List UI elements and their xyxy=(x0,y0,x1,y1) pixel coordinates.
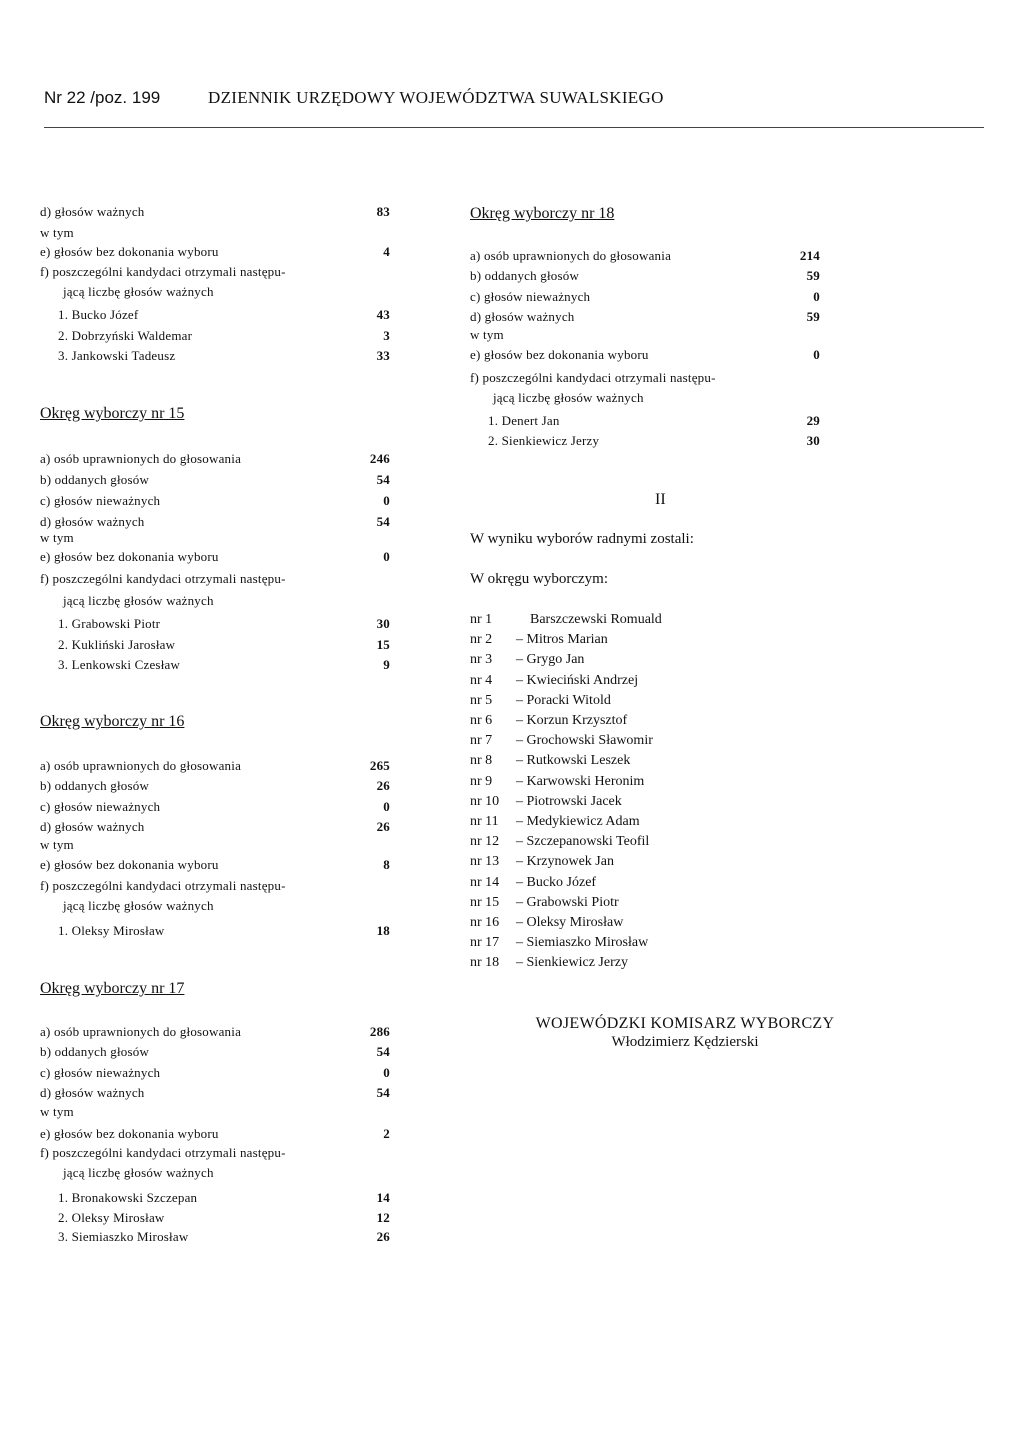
f-text: f) poszczególni kandydaci otrzymali następu- xyxy=(40,264,286,279)
journal-title: DZIENNIK URZĘDOWY WOJEWÓDZTWA SUWALSKIEGO xyxy=(208,88,664,107)
w-tym-label xyxy=(40,225,74,245)
candidate-name: 3. Jankowski Tadeusz xyxy=(58,348,176,363)
councillor-name: – Medykiewicz Adam xyxy=(516,814,640,829)
district-number: nr 4 xyxy=(470,672,493,688)
stat-row xyxy=(40,1126,390,1146)
district-number: nr 11 xyxy=(470,814,499,829)
candidate-name: 1. Oleksy Mirosław xyxy=(58,923,165,938)
stat-value: 26 xyxy=(376,819,390,834)
stat-row xyxy=(40,778,390,798)
candidate-name: 1. Grabowski Piotr xyxy=(58,616,161,631)
f-line-1 xyxy=(40,571,286,591)
f-line-2 xyxy=(63,1165,214,1185)
signature-title: WOJEWÓDZKI KOMISARZ WYBORCZY xyxy=(535,1015,835,1032)
candidate-name: 1. Bucko Józef xyxy=(58,307,139,322)
candidate-votes: 3 xyxy=(383,328,390,343)
district-heading: Okręg wyborczy nr 16 xyxy=(40,713,185,730)
councillor-name: – Oleksy Mirosław xyxy=(516,915,624,930)
stat-label: c) głosów nieważnych xyxy=(40,493,161,508)
w-tym-label xyxy=(470,327,504,347)
stat-value: 286 xyxy=(369,1024,390,1039)
stat-value: 59 xyxy=(806,268,820,283)
stat-value: 0 xyxy=(813,289,820,304)
stat-value: 0 xyxy=(813,347,820,362)
stat-label: b) oddanych głosów xyxy=(40,1044,150,1059)
stat-row xyxy=(40,799,390,819)
candidate-votes: 33 xyxy=(376,348,390,363)
candidate-row xyxy=(58,657,390,677)
councillor-name: – Korzun Krzysztof xyxy=(516,713,628,728)
f-line-2 xyxy=(63,898,214,918)
candidate-row xyxy=(58,1210,390,1230)
district-number: nr 15 xyxy=(470,894,500,910)
stat-value: 2 xyxy=(383,1126,390,1141)
stat-label: a) osób uprawnionych do głosowania xyxy=(40,1024,242,1039)
stat-label: e) głosów bez dokonania wyboru xyxy=(40,1126,219,1141)
district-intro: W okręgu wyborczym: xyxy=(470,571,609,587)
stat-label: c) głosów nieważnych xyxy=(40,799,161,814)
stat-row xyxy=(40,1044,390,1064)
f-text: f) poszczególni kandydaci otrzymali następu- xyxy=(470,370,716,385)
w-tym-text: w tym xyxy=(40,225,74,240)
stat-label: d) głosów ważnych xyxy=(40,204,145,219)
candidate-votes: 29 xyxy=(806,413,820,428)
candidate-row xyxy=(58,923,390,943)
w-tym-text: w tym xyxy=(40,837,74,852)
district-number: nr 2 xyxy=(470,632,493,648)
stat-label: c) głosów nieważnych xyxy=(470,289,591,304)
candidate-votes: 14 xyxy=(376,1190,390,1205)
candidate-votes: 18 xyxy=(376,923,390,938)
candidate-votes: 43 xyxy=(376,307,390,322)
w-tym-label xyxy=(40,837,74,857)
signature-name: Włodzimierz Kędzierski xyxy=(611,1034,759,1050)
f-line-1 xyxy=(40,878,286,898)
stat-row xyxy=(40,1085,390,1105)
district-number: nr 14 xyxy=(470,874,500,890)
w-tym-label xyxy=(40,1104,74,1124)
district-heading: Okręg wyborczy nr 18 xyxy=(470,205,615,222)
f-line-1 xyxy=(40,1145,286,1165)
stat-label: a) osób uprawnionych do głosowania xyxy=(470,248,672,263)
winners-list xyxy=(470,612,770,972)
stat-value: 265 xyxy=(369,758,390,773)
candidate-row xyxy=(58,637,390,657)
councillor-name: – Krzynowek Jan xyxy=(516,854,614,870)
stat-row xyxy=(40,857,390,877)
w-tym-text: w tym xyxy=(40,1104,74,1119)
f-line-2 xyxy=(63,593,214,613)
stat-value: 214 xyxy=(799,248,820,263)
stat-label: d) głosów ważnych xyxy=(40,514,145,529)
candidate-votes: 30 xyxy=(806,433,820,448)
candidate-row xyxy=(58,1190,390,1210)
stat-row xyxy=(470,289,820,309)
w-tym-text: w tym xyxy=(40,530,74,545)
candidate-name: 2. Dobrzyński Waldemar xyxy=(58,328,193,343)
candidate-row xyxy=(58,307,390,327)
councillor-name: – Bucko Józef xyxy=(516,874,597,890)
stat-row xyxy=(470,309,820,329)
left-column xyxy=(40,0,390,1430)
candidate-name: 2. Sienkiewicz Jerzy xyxy=(488,433,600,448)
stat-label: c) głosów nieważnych xyxy=(40,1065,161,1080)
candidate-row xyxy=(58,616,390,636)
stat-row xyxy=(40,758,390,778)
councillor-name: – Karwowski Heronim xyxy=(516,773,645,789)
candidate-name: 1. Denert Jan xyxy=(488,413,560,428)
district-number: nr 16 xyxy=(470,915,500,930)
signature-block xyxy=(495,1015,875,1051)
w-tym-text: w tym xyxy=(470,327,504,342)
candidate-name: 3. Lenkowski Czesław xyxy=(58,657,181,672)
stat-label: a) osób uprawnionych do głosowania xyxy=(40,451,242,466)
stat-value: 54 xyxy=(376,514,390,529)
stat-row xyxy=(470,248,820,268)
councillor-name: – Grabowski Piotr xyxy=(516,894,619,910)
district-number: nr 5 xyxy=(470,692,493,708)
district-number: nr 7 xyxy=(470,733,493,749)
stat-row xyxy=(470,268,820,288)
district-number: nr 9 xyxy=(470,773,493,789)
stat-row xyxy=(40,1024,390,1044)
stat-value: 0 xyxy=(383,493,390,508)
stat-row xyxy=(470,347,820,367)
candidate-row xyxy=(58,328,390,348)
district-number: nr 10 xyxy=(470,793,500,809)
candidate-name: 2. Oleksy Mirosław xyxy=(58,1210,165,1225)
stat-label: e) głosów bez dokonania wyboru xyxy=(470,347,649,362)
stat-value: 54 xyxy=(376,1044,390,1059)
councillor-name: – Sienkiewicz Jerzy xyxy=(516,955,628,971)
stat-value: 4 xyxy=(383,244,390,259)
stat-row xyxy=(40,204,390,224)
councillor-name: Barszczewski Romuald xyxy=(530,612,662,627)
councillor-name: – Kwieciński Andrzej xyxy=(516,672,639,688)
stat-row xyxy=(40,472,390,492)
f-line-1 xyxy=(40,264,286,284)
candidate-row xyxy=(58,1229,390,1249)
stat-label: b) oddanych głosów xyxy=(40,472,150,487)
candidate-name: 1. Bronakowski Szczepan xyxy=(58,1190,198,1205)
stat-value: 26 xyxy=(376,778,390,793)
stat-value: 246 xyxy=(369,451,390,466)
councillor-name: – Grygo Jan xyxy=(516,652,585,668)
stat-value: 0 xyxy=(383,549,390,564)
district-number: nr 12 xyxy=(470,834,500,850)
stat-row xyxy=(40,451,390,471)
stat-value: 0 xyxy=(383,1065,390,1080)
section-numeral: II xyxy=(655,491,666,508)
stat-label: d) głosów ważnych xyxy=(40,1085,145,1100)
stat-row xyxy=(40,244,390,264)
stat-label: e) głosów bez dokonania wyboru xyxy=(40,857,219,872)
councillor-name: – Szczepanowski Teofil xyxy=(516,834,650,850)
stat-value: 8 xyxy=(383,857,390,872)
f-text: f) poszczególni kandydaci otrzymali następu- xyxy=(40,571,286,586)
councillor-name: – Siemiaszko Mirosław xyxy=(516,935,649,951)
candidate-name: 2. Kukliński Jarosław xyxy=(58,637,176,652)
f-text: jącą liczbę głosów ważnych xyxy=(493,390,644,405)
councillor-name: – Piotrowski Jacek xyxy=(516,793,622,809)
district-number: nr 17 xyxy=(470,935,500,951)
stat-row xyxy=(40,819,390,839)
stat-value: 0 xyxy=(383,799,390,814)
stat-value: 54 xyxy=(376,1085,390,1100)
councillor-name: – Mitros Marian xyxy=(516,632,608,648)
page-number: Nr 22 /poz. 199 xyxy=(44,88,161,107)
results-intro: W wyniku wyborów radnymi zostali: xyxy=(470,531,694,547)
district-number: nr 8 xyxy=(470,753,493,769)
f-line-2 xyxy=(493,390,644,410)
stat-value: 54 xyxy=(376,472,390,487)
candidate-row xyxy=(58,348,390,368)
f-text: jącą liczbę głosów ważnych xyxy=(63,898,214,913)
w-tym-label xyxy=(40,530,74,550)
f-text: f) poszczególni kandydaci otrzymali następu- xyxy=(40,1145,286,1160)
candidate-row xyxy=(488,413,820,433)
stat-label: d) głosów ważnych xyxy=(470,309,575,324)
district-heading: Okręg wyborczy nr 17 xyxy=(40,980,185,997)
candidate-votes: 15 xyxy=(376,637,390,652)
stat-label: e) głosów bez dokonania wyboru xyxy=(40,244,219,259)
district-number: nr 6 xyxy=(470,713,493,728)
f-line-2 xyxy=(63,284,214,304)
f-text: jącą liczbę głosów ważnych xyxy=(63,1165,214,1180)
stat-value: 83 xyxy=(376,204,390,219)
stat-label: a) osób uprawnionych do głosowania xyxy=(40,758,242,773)
stat-label: b) oddanych głosów xyxy=(40,778,150,793)
stat-row xyxy=(40,549,390,569)
district-number: nr 18 xyxy=(470,955,500,971)
candidate-votes: 26 xyxy=(376,1229,390,1244)
stat-label: e) głosów bez dokonania wyboru xyxy=(40,549,219,564)
stat-row xyxy=(40,493,390,513)
f-line-1 xyxy=(470,370,716,390)
f-text: f) poszczególni kandydaci otrzymali następu- xyxy=(40,878,286,893)
district-number: nr 1 xyxy=(470,612,493,627)
f-text: jącą liczbę głosów ważnych xyxy=(63,284,214,299)
stat-label: d) głosów ważnych xyxy=(40,819,145,834)
councillor-name: – Grochowski Sławomir xyxy=(516,733,653,749)
candidate-votes: 30 xyxy=(376,616,390,631)
stat-label: b) oddanych głosów xyxy=(470,268,580,283)
district-number: nr 13 xyxy=(470,854,500,870)
stat-row xyxy=(40,1065,390,1085)
stat-value: 59 xyxy=(806,309,820,324)
candidate-votes: 9 xyxy=(383,657,390,672)
candidate-row xyxy=(488,433,820,453)
candidate-name: 3. Siemiaszko Mirosław xyxy=(58,1229,189,1244)
district-heading: Okręg wyborczy nr 15 xyxy=(40,405,185,422)
councillor-name: – Poracki Witold xyxy=(516,692,611,708)
f-text: jącą liczbę głosów ważnych xyxy=(63,593,214,608)
stat-row xyxy=(40,514,390,534)
councillor-name: – Rutkowski Leszek xyxy=(516,753,631,769)
candidate-votes: 12 xyxy=(376,1210,390,1225)
district-number: nr 3 xyxy=(470,652,493,668)
